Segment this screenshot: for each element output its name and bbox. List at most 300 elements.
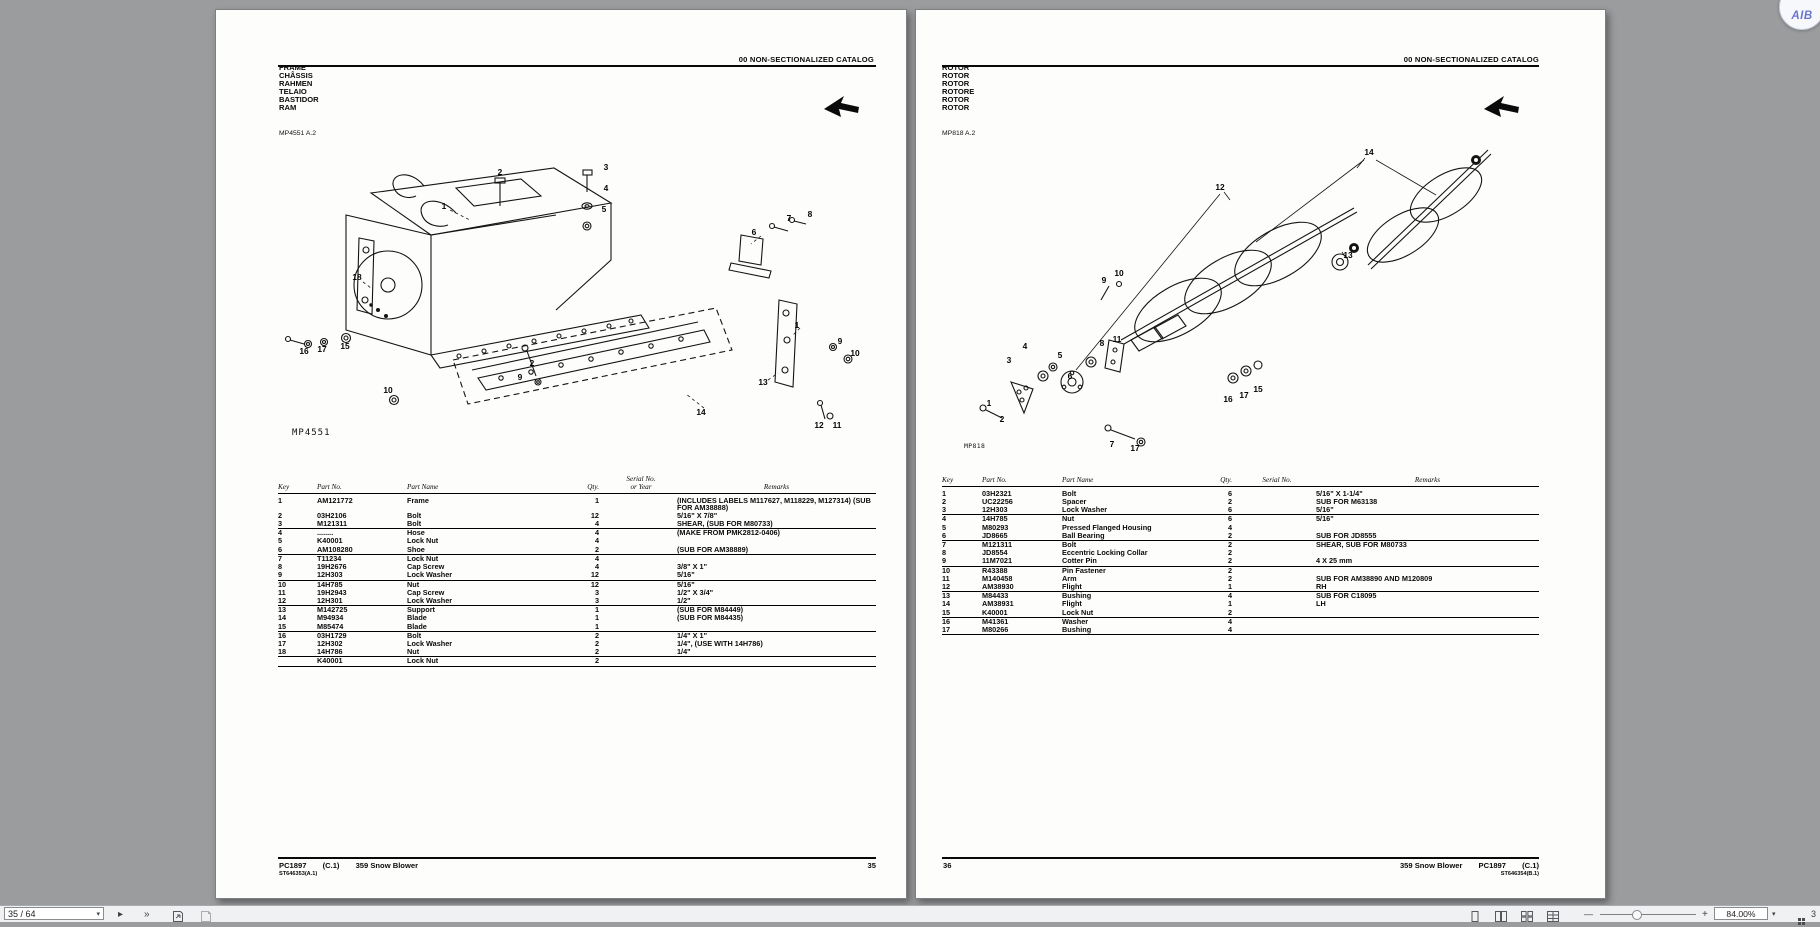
rotor-exploded-diagram [916,10,1606,898]
table-cell: (MAKE FROM PMK2812-0406) [677,528,780,538]
table-cell: Lock Washer [407,595,453,605]
diagram-callout: 10 [383,385,393,395]
table-cell: Bushing [1062,591,1092,601]
table-cell: 2 [1227,496,1232,506]
part-row [278,529,876,537]
model-name: 359 Snow Blower [355,861,419,870]
diagram-callout: 12 [814,420,824,430]
clipped-toolbar-text: 3 [1811,909,1817,919]
part-row [278,623,876,632]
next-page-icon[interactable]: ▸ [118,908,124,920]
diagram-label: MP818 [964,442,986,450]
table-cell: Lock Washer [1062,505,1108,515]
model-name: 359 Snow Blower [1399,861,1463,870]
diagram-callout: 16 [299,346,309,356]
zoom-out-icon[interactable]: — [1584,909,1593,919]
table-cell: 19H2943 [317,587,347,597]
part-row [278,571,876,580]
table-cell: 12H303 [317,570,343,580]
part-row [278,581,876,589]
diagram-callout: 17 [1239,390,1249,400]
zoom-slider-track[interactable] [1600,914,1696,915]
part-row [942,626,1539,635]
table-cell: Cap Screw [407,562,445,572]
part-row [942,498,1539,506]
part-row [942,583,1539,592]
table-cell: 16 [942,616,951,626]
table-cell: M121311 [317,519,348,529]
table-cell: Qty. [587,482,599,491]
table-cell: Nut [407,647,420,657]
diagram-callout: 12 [1215,182,1225,192]
page-title: FRAME [279,63,306,72]
table-cell: M94934 [317,613,344,623]
table-cell: K40001 [982,607,1008,617]
table-cell: AM121772 [317,495,353,505]
table-cell: Eccentric Locking Collar [1062,548,1148,558]
table-cell: Blade [407,613,427,623]
chevron-down-icon: ▾ [96,910,100,918]
part-row [278,640,876,648]
table-cell: 14 [278,613,287,623]
table-cell: 4 [594,553,599,563]
part-row [278,563,876,571]
diagram-callout: 6 [751,227,757,237]
table-cell: 3 [278,519,283,529]
diagram-callout: 2 [497,167,503,177]
table-cell: T11234 [317,553,342,563]
zoom-caret-icon[interactable]: ▾ [1772,911,1776,918]
page-indicator: 35 / 64 [8,908,36,919]
table-cell: 4 [278,528,283,538]
diagram-callout: 10 [1114,268,1124,278]
part-row [942,532,1539,541]
diagram-callout: 14 [1364,147,1374,157]
skip-pages-icon[interactable]: » [144,908,150,920]
diagram-callout: 9 [1101,275,1107,285]
table-cell: 16 [278,630,287,640]
part-row [278,512,876,520]
table-cell: 2 [278,510,283,520]
diagram-callout: 3 [1006,355,1012,365]
table-cell: Qty. [1220,475,1232,484]
table-cell: M85474 [317,621,344,631]
pdf-page-36 [915,9,1606,899]
page-number: 35 [867,861,876,870]
part-row [278,537,876,545]
table-cell: 3 [594,595,599,605]
table-cell: 2 [594,638,599,648]
part-row [942,490,1539,498]
diagram-callout: 7 [1109,439,1115,449]
diagram-callout: 13 [758,377,768,387]
table-cell: Remarks [1414,475,1441,484]
table-cell: 4 [1227,591,1232,601]
page-number-combobox[interactable] [4,907,104,920]
table-cell: Cotter Pin [1062,556,1097,566]
table-cell: 03H1729 [317,630,347,640]
table-cell: 13 [278,605,287,615]
table-cell: 2 [1227,565,1232,575]
table-cell: 10 [278,579,287,589]
table-cell: 15 [278,621,287,631]
diagram-callout: 15 [340,341,350,351]
table-cell: JD8554 [982,548,1008,558]
table-cell: SUB FOR M63138 [1316,496,1378,506]
page-title: ROTOR [942,102,970,112]
table-cell: 14H785 [982,514,1008,524]
table-cell: Part Name [407,482,439,491]
table-cell: Lock Washer [407,638,453,648]
diagram-callout: 18 [352,272,362,282]
page-title: BASTIDOR [279,94,319,104]
footer-right [1400,861,1539,870]
diagram-callout: 1 [794,320,800,330]
table-cell: 12 [590,510,599,520]
table-cell: AM108280 [317,544,353,554]
table-cell: 2 [1227,556,1232,566]
diagram-callout: 16 [1223,394,1233,404]
table-cell: SUB FOR JD8555 [1316,530,1377,540]
table-cell: SUB FOR C18095 [1316,591,1377,601]
table-cell: 9 [942,556,947,566]
table-cell: M140458 [982,573,1013,583]
diagram-callout: 1 [986,398,992,408]
table-cell: 6 [278,544,283,554]
section-header: 00 NON-SECTIONALIZED CATALOG [738,55,874,64]
page-title: ROTORE [942,86,975,96]
table-cell: Shoe [407,544,425,554]
table-cell: 5/16" X 7/8" [677,510,718,520]
table-cell: 2 [594,656,599,666]
table-cell: Blade [407,621,427,631]
catalog-revision: (C.1) [322,861,340,870]
diagram-callout: 14 [696,407,706,417]
part-row [278,632,876,640]
table-cell: (INCLUDES LABELS M117627, M118229, M127314) (SUB FOR AM38888) [677,495,871,513]
diagram-callout: 4 [1022,341,1028,351]
table-cell: Bolt [407,510,422,520]
diagram-callout: 2 [529,358,535,368]
table-cell: 12H301 [317,595,343,605]
table-cell: 17 [278,638,287,648]
table-cell: 4 [594,562,599,572]
table-cell: Spacer [1062,496,1087,506]
table-cell: 2 [594,647,599,657]
table-cell: 12 [278,595,287,605]
table-cell: 5/16" [1316,514,1334,524]
table-cell: UC22256 [982,496,1013,506]
zoom-level-box[interactable] [1714,907,1768,920]
table-cell: 6 [1227,505,1232,515]
figure-reference: MP818 A.2 [942,130,976,137]
table-cell: 2 [594,630,599,640]
part-row [278,597,876,606]
table-cell: K40001 [317,536,343,546]
table-cell: Support [407,605,435,615]
table-cell: Washer [1062,616,1089,626]
table-cell: 12 [942,581,951,591]
table-cell: 2 [1227,530,1232,540]
table-cell: Lock Nut [407,536,439,546]
table-cell: Nut [1062,514,1075,524]
table-cell: 4 [594,519,599,529]
table-cell: Serial No. [1262,475,1292,484]
table-cell: 10 [942,565,951,575]
table-cell: 6 [942,530,947,540]
table-cell: Lock Washer [407,570,453,580]
footer-left [279,861,418,870]
table-cell: JD8665 [982,530,1008,540]
table-cell: 03H2106 [317,510,347,520]
parts-table [278,476,876,667]
table-cell: 1 [594,621,599,631]
part-row [278,657,876,666]
table-cell: 1 [942,488,947,498]
catalog-number: PC1897 [1478,861,1506,870]
table-cell: 1/2" [677,595,691,605]
table-cell: 1 [594,495,599,505]
diagram-callout: 1 [441,201,447,211]
table-cell: 4 [1227,616,1232,626]
table-cell: 6 [1227,514,1232,524]
table-cell: Part No. [317,482,342,491]
table-cell: 1/2" X 3/4" [677,587,714,597]
table-cell: 1/4" X 1" [677,630,708,640]
pdf-page-35 [215,9,907,899]
zoom-slider-knob[interactable] [1632,910,1642,920]
diagram-callout: 11 [832,420,842,430]
table-cell: (SUB FOR M84435) [677,613,744,623]
table-cell: Pressed Flanged Housing [1062,522,1152,532]
table-cell: LH [1316,599,1326,609]
part-row [278,520,876,529]
table-cell: Key [942,475,954,484]
table-cell: 14 [942,599,951,609]
table-cell: 9 [278,570,283,580]
page-title: TELAIO [279,86,307,96]
table-cell: Part Name [1062,475,1094,484]
part-row [942,524,1539,532]
table-cell: SHEAR, (SUB FOR M80733) [677,519,773,529]
table-cell: 5 [278,536,283,546]
diagram-callout: 17 [1130,443,1140,453]
table-cell: 19H2676 [317,562,347,572]
page-title: CHÂSSIS [279,70,313,80]
table-cell: 18 [278,647,287,657]
table-cell: 1 [594,613,599,623]
part-row [942,575,1539,583]
table-cell: 12 [590,570,599,580]
diagram-callout: 10 [850,348,860,358]
diagram-callout: 8 [1099,338,1105,348]
table-cell: Bolt [1062,488,1077,498]
table-cell: 2 [942,496,947,506]
aib-logo-text: AIB [1791,10,1813,22]
table-cell: 03H2321 [982,488,1012,498]
part-row [942,506,1539,515]
table-cell: Nut [407,579,420,589]
parts-table [942,476,1539,635]
table-cell: SHEAR, SUB FOR M80733 [1316,539,1407,549]
part-row [278,497,876,512]
section-header: 00 NON-SECTIONALIZED CATALOG [1403,55,1539,64]
table-cell: 4 [1227,624,1232,634]
table-cell: Hose [407,528,425,538]
table-cell: 5/16" [677,579,695,589]
diagram-callout: 3 [603,162,609,172]
table-cell: 12H302 [317,638,343,648]
table-cell: 6 [1227,488,1232,498]
diagram-callout: 17 [317,344,327,354]
table-cell: 5 [942,522,947,532]
diagram-callout: 4 [603,183,609,193]
page-title: RAHMEN [279,78,313,88]
table-cell: 12H303 [982,505,1008,515]
table-cell: Part No. [982,475,1007,484]
doc-code: ST646354(B.1) [1500,871,1539,877]
table-cell: Arm [1062,573,1077,583]
diagram-callout: 11 [1112,334,1122,344]
table-cell: Remarks [763,482,790,491]
catalog-revision: (C.1) [1522,861,1539,870]
table-cell: Flight [1062,581,1082,591]
diagram-label: MP4551 [292,428,331,438]
table-cell: 2 [1227,548,1232,558]
page-title: RAM [279,102,297,112]
diagram-callout: 2 [999,414,1005,424]
footer-rule [278,857,876,859]
table-cell: K40001 [317,656,343,666]
table-cell: R43388 [982,565,1008,575]
table-cell: ........ [317,528,334,538]
table-header-row [942,476,1539,487]
table-cell: 11M7021 [982,556,1013,566]
diagram-callout: 5 [601,204,607,214]
table-cell: 8 [942,548,947,558]
table-cell: Bolt [1062,539,1077,549]
table-cell: 1 [1227,599,1232,609]
table-cell: 5/16" [1316,505,1334,515]
table-cell: Serial No. or Year [626,475,656,491]
table-cell: 5/16" X 1-1/4" [1316,488,1363,498]
table-cell: AM38931 [982,599,1014,609]
page-title: ROTOR [942,78,970,88]
diagram-callout: 6 [1067,371,1073,381]
part-row [942,609,1539,618]
diagram-callout: 9 [837,336,843,346]
catalog-number: PC1897 [279,861,307,870]
part-row [278,614,876,622]
table-cell: 1/4", (USE WITH 14H786) [677,638,763,648]
part-row [278,555,876,563]
table-cell: (SUB FOR AM38889) [677,544,749,554]
table-cell: 3 [942,505,947,515]
zoom-in-icon[interactable]: + [1702,908,1708,920]
part-row [278,606,876,614]
page-title: ROTOR [942,63,970,72]
table-cell: 7 [278,553,283,563]
table-cell: 17 [942,624,951,634]
table-cell: M142725 [317,605,348,615]
table-cell: Flight [1062,599,1082,609]
table-cell: 4 X 25 mm [1316,556,1353,566]
part-row [942,618,1539,626]
table-header-row [278,476,876,494]
diagram-callout: 7 [786,213,792,223]
part-row [278,546,876,555]
table-cell: 3/8" X 1" [677,562,708,572]
diagram-callout: 13 [1343,250,1353,260]
table-cell: M41361 [982,616,1009,626]
table-cell: 4 [942,514,947,524]
viewer-toolbar [0,905,1820,922]
table-cell: 14H786 [317,647,343,657]
table-cell: Key [278,482,290,491]
table-cell: 1/4" [677,647,691,657]
table-cell: Bolt [407,519,422,529]
table-cell: (SUB FOR M84449) [677,605,744,615]
part-row [942,549,1539,557]
table-cell: Frame [407,495,429,505]
table-cell: AM38930 [982,581,1014,591]
diagram-callout: 5 [1057,350,1063,360]
part-row [942,567,1539,575]
table-cell: 8 [278,562,283,572]
diagram-callout: 15 [1253,384,1263,394]
table-cell: Lock Nut [1062,607,1094,617]
figure-reference: MP4551 A.2 [279,130,317,137]
table-cell: M80266 [982,624,1009,634]
diagram-callout: 9 [517,372,523,382]
table-cell: M84433 [982,591,1009,601]
part-row [942,515,1539,523]
table-cell: 3 [594,587,599,597]
footer-rule [942,857,1539,859]
clipped-toolbar-icon[interactable] [1798,918,1801,921]
part-row [942,541,1539,549]
diagram-callout: 8 [807,209,813,219]
table-cell: Pin Fastener [1062,565,1106,575]
table-cell: 4 [594,528,599,538]
aib-logo [1779,0,1820,30]
table-cell: M80293 [982,522,1009,532]
doc-code: ST646353(A.1) [279,871,318,877]
table-cell: Ball Bearing [1062,530,1105,540]
table-cell: Cap Screw [407,587,445,597]
table-cell: Lock Nut [407,656,439,666]
table-cell: 4 [594,536,599,546]
part-row [942,600,1539,608]
part-row [942,557,1539,566]
table-cell: 4 [1227,522,1232,532]
part-row [278,648,876,657]
table-cell: 5/16" [677,570,695,580]
table-cell: 2 [1227,573,1232,583]
table-cell: 2 [1227,607,1232,617]
table-cell: 1 [278,495,283,505]
table-cell: 11 [278,587,286,597]
table-cell: Bolt [407,630,422,640]
part-row [942,592,1539,600]
table-cell: 12 [590,579,599,589]
table-cell: 13 [942,591,951,601]
zoom-level: 84.00% [1726,908,1756,919]
page-title: ROTOR [942,94,970,104]
table-cell: 14H785 [317,579,343,589]
table-cell: 2 [594,544,599,554]
table-cell: Bushing [1062,624,1092,634]
